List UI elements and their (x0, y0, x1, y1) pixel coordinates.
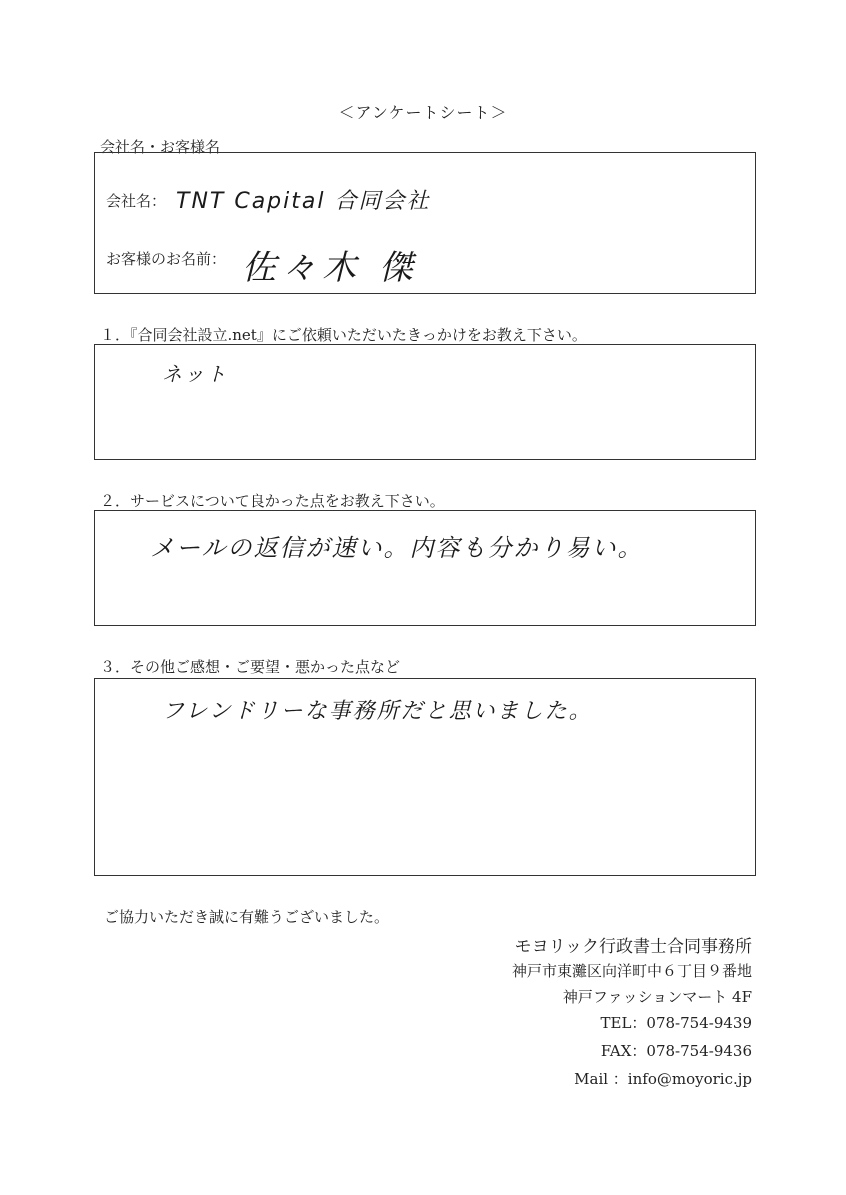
company-handwritten-value: TNT Capital 合同会社 (176, 189, 431, 214)
question-2-label: ２．サービスについて良かった点をお教え下さい。 (100, 492, 445, 510)
question-3-handwritten-answer: フレンドリーな事務所だと思いました。 (162, 699, 593, 724)
question-1-handwritten-answer: ネット (162, 362, 228, 386)
customer-section-heading: 会社名・お客様名 (100, 138, 221, 156)
office-address-line-2: 神戸ファッションマート 4F (562, 988, 752, 1006)
office-mail: Mail ：info@moyoric.jp (574, 1070, 752, 1088)
office-tel: TEL：078-754-9439 (600, 1014, 752, 1032)
question-2-handwritten-answer: メールの返信が速い。内容も分かり易い。 (150, 534, 644, 562)
office-address-line-1: 神戸市東灘区向洋町中６丁目９番地 (511, 962, 752, 980)
closing-message: ご協力いただき誠に有難うございました。 (104, 908, 390, 926)
customer-info-box (94, 152, 756, 294)
sheet-title: ＜アンケートシート＞ (338, 103, 508, 122)
question-3-label: ３．その他ご感想・ご要望・悪かった点など (100, 658, 401, 676)
office-name: モヨリック行政書士合同事務所 (514, 937, 752, 957)
question-1-label: １．『合同会社設立.net』にご依頼いただいたきっかけをお教え下さい。 (100, 326, 587, 344)
office-fax: FAX：078-754-9436 (600, 1042, 752, 1060)
company-label: 会社名： (106, 192, 167, 210)
customer-handwritten-name: 佐々木 傑 (242, 248, 419, 288)
customer-name-label: お客様のお名前： (106, 250, 227, 268)
